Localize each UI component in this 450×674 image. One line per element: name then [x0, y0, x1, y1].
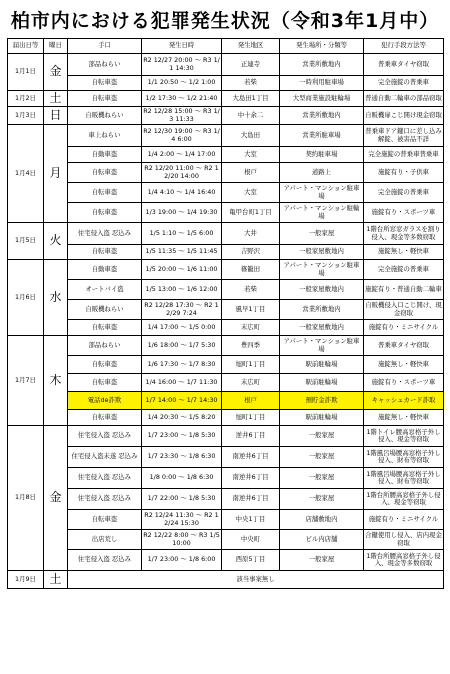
datetime-cell: 1/2 17:30 ～ 1/2 21:40	[142, 91, 222, 107]
table-row	[8, 107, 444, 125]
weekday-cell: 土	[44, 91, 68, 107]
means-cell: 施錠無し・軽快車	[364, 410, 444, 426]
method-cell: 自転車盗	[68, 163, 142, 183]
area-cell: 逆井6丁目	[222, 426, 280, 447]
place-cell: 一時利用駐車場	[280, 76, 364, 91]
place-cell: 駅前駐輪場	[280, 356, 364, 374]
method-cell: 自販機ねらい	[68, 300, 142, 320]
no-incident-cell: 該当事案無し	[68, 571, 444, 589]
place-cell: 預貯金詐欺	[280, 392, 364, 410]
datetime-cell: 1/6 17:30 ～ 1/7 8:30	[142, 356, 222, 374]
place-cell: 営業所敷地内	[280, 107, 364, 125]
datetime-cell: 1/6 18:00 ～ 1/7 5:30	[142, 336, 222, 356]
datetime-cell: 1/5 13:00 ～ 1/6 12:00	[142, 280, 222, 300]
area-cell: 大井	[222, 223, 280, 245]
place-cell: 営業所駐車場	[280, 125, 364, 147]
table-row	[8, 91, 444, 107]
datetime-cell: 1/7 14:00 ～ 1/7 14:30	[142, 392, 222, 410]
weekday-cell: 金	[44, 54, 68, 91]
means-cell: 施錠無し・軽快車	[364, 356, 444, 374]
table-row	[8, 356, 444, 374]
method-cell: 住宅侵入盗 忍込み	[68, 223, 142, 245]
table-row	[8, 147, 444, 163]
weekday-cell: 金	[44, 426, 68, 571]
header-row	[8, 39, 444, 54]
place-cell: 営業所敷地内	[280, 54, 364, 76]
method-cell: 住宅侵入盗 忍込み	[68, 426, 142, 447]
method-cell: 自転車盗	[68, 356, 142, 374]
header-area: 発生地区	[222, 39, 280, 54]
method-cell: 自販機ねらい	[68, 107, 142, 125]
page-title: 柏市内における犯罪発生状況（令和3年1月中）	[10, 9, 440, 32]
means-cell: 完全施錠の普乗車	[364, 183, 444, 203]
means-cell: 合鍵使用し侵入、店内現金窃取	[364, 530, 444, 550]
method-cell: 自動車盗	[68, 260, 142, 280]
method-cell: 住宅侵入盗 忍込み	[68, 468, 142, 489]
area-cell: 根戸	[222, 392, 280, 410]
area-cell: 大島田1丁目	[222, 91, 280, 107]
area-cell: 南逆井6丁目	[222, 447, 280, 468]
area-cell: 大室	[222, 183, 280, 203]
table-row	[8, 410, 444, 426]
method-cell: 電話de詐欺	[68, 392, 142, 410]
area-cell: 中十余二	[222, 107, 280, 125]
means-cell: 施錠有り・ミニサイクル	[364, 320, 444, 336]
area-cell: 根戸	[222, 163, 280, 183]
area-cell: 南逆井6丁目	[222, 468, 280, 489]
datetime-cell: 1/7 23:00 ～ 1/8 6:00	[142, 550, 222, 571]
area-cell: 中央1丁目	[222, 510, 280, 530]
datetime-cell: 1/7 23:30 ～ 1/8 6:30	[142, 447, 222, 468]
place-cell: 一般家屋	[280, 468, 364, 489]
place-cell: 店舗敷地内	[280, 510, 364, 530]
table-row	[8, 76, 444, 91]
table-row	[8, 163, 444, 183]
table-row	[8, 245, 444, 260]
method-cell: 車上ねらい	[68, 125, 142, 147]
area-cell: 大島田	[222, 125, 280, 147]
datetime-cell: 1/8 0:00 ～ 1/8 6:30	[142, 468, 222, 489]
table-row	[8, 510, 444, 530]
method-cell: 住宅侵入盗未遂 忍込み	[68, 447, 142, 468]
area-cell: 西原5丁目	[222, 550, 280, 571]
means-cell: 1階トイレ腰高窓格子外し侵入、現金等窃取	[364, 426, 444, 447]
area-cell: 末広町	[222, 374, 280, 392]
table-row	[8, 550, 444, 571]
table-row	[8, 374, 444, 392]
table-row	[8, 280, 444, 300]
header-place: 発生場所・分類等	[280, 39, 364, 54]
area-cell: 風早1丁目	[222, 300, 280, 320]
datetime-cell: 1/5 11:35 ～ 1/5 11:45	[142, 245, 222, 260]
means-cell: 施錠有り・スポーツ車	[364, 374, 444, 392]
method-cell: 自転車盗	[68, 410, 142, 426]
area-cell: 大室	[222, 147, 280, 163]
place-cell: 道路上	[280, 163, 364, 183]
table-body	[8, 54, 444, 589]
area-cell: 末広町	[222, 320, 280, 336]
means-cell: 施錠無し・軽快車	[364, 245, 444, 260]
weekday-cell: 日	[44, 107, 68, 125]
table-row	[8, 260, 444, 280]
place-cell: 一般家屋	[280, 550, 364, 571]
date-cell: 1月7日	[8, 336, 44, 426]
place-cell: アパート・マンション駐輪場	[280, 203, 364, 223]
table-row	[8, 54, 444, 76]
datetime-cell: 1/4 2:00 ～ 1/4 17:00	[142, 147, 222, 163]
header-means: 犯行手段方法等	[364, 39, 444, 54]
means-cell: 普乗車タイヤ窃取	[364, 336, 444, 356]
place-cell: 大型商業施設駐輪場	[280, 91, 364, 107]
table-row	[8, 392, 444, 410]
datetime-cell: R2 12/20 11:00 ～ R2 12/20 14:00	[142, 163, 222, 183]
means-cell: 施錠有り・スポーツ車	[364, 203, 444, 223]
area-cell: 正連寺	[222, 54, 280, 76]
means-cell: 完全施錠の普乗車普乗車	[364, 147, 444, 163]
place-cell: アパート・マンション駐車場	[280, 183, 364, 203]
place-cell: 一般家屋	[280, 489, 364, 510]
weekday-cell: 月	[44, 125, 68, 223]
weekday-cell: 水	[44, 260, 68, 336]
means-cell: 自販機扉こじ開け現金窃取	[364, 107, 444, 125]
means-cell: 1階風呂場腰高窓格子外し侵入、財布等窃取	[364, 468, 444, 489]
header-method: 手口	[68, 39, 142, 54]
date-cell: 1月1日	[8, 54, 44, 91]
header-weekday: 曜日	[44, 39, 68, 54]
place-cell: 一般家屋	[280, 426, 364, 447]
datetime-cell: R2 12/24 11:30 ～ R2 12/24 15:30	[142, 510, 222, 530]
table-row	[8, 300, 444, 320]
means-cell: 施錠有り・子供車	[364, 163, 444, 183]
method-cell: 自転車盗	[68, 203, 142, 223]
place-cell: 一般家屋	[280, 223, 364, 245]
place-cell: 駅前駐輪場	[280, 374, 364, 392]
table-row	[8, 468, 444, 489]
date-cell: 1月2日	[8, 91, 44, 107]
date-cell: 1月6日	[8, 260, 44, 336]
means-cell: 施錠有り・ミニサイクル	[364, 510, 444, 530]
date-cell: 1月9日	[8, 571, 44, 589]
place-cell: ビル内店舗	[280, 530, 364, 550]
place-cell: 一般家屋敷地内	[280, 280, 364, 300]
datetime-cell: 1/4 4:10 ～ 1/4 16:40	[142, 183, 222, 203]
datetime-cell: 1/7 23:00 ～ 1/8 5:30	[142, 426, 222, 447]
method-cell: 自転車盗	[68, 245, 142, 260]
place-cell: 契約駐車場	[280, 147, 364, 163]
method-cell: 出店荒し	[68, 530, 142, 550]
weekday-cell: 木	[44, 336, 68, 426]
area-cell: 若柴	[222, 280, 280, 300]
method-cell: 部品ねらい	[68, 336, 142, 356]
means-cell: 自販機侵入口こじ開け、現金窃取	[364, 300, 444, 320]
header-datetime: 発生日時	[142, 39, 222, 54]
area-cell: 吉野沢	[222, 245, 280, 260]
datetime-cell: R2 12/28 17:30 ～ R2 12/29 7:24	[142, 300, 222, 320]
means-cell: 完全施錠の普乗車	[364, 76, 444, 91]
means-cell: キャッシュカード詐取	[364, 392, 444, 410]
table-row	[8, 426, 444, 447]
table-row	[8, 489, 444, 510]
datetime-cell: R2 12/28 15:00 ～ R3 1/3 11:33	[143, 107, 220, 123]
means-cell: 1階台所窓窓ガラスを割り侵入、現金等多数窃取	[364, 223, 444, 245]
place-cell: 一般家屋	[280, 447, 364, 468]
area-cell: 亀甲台町1丁目	[222, 203, 280, 223]
method-cell: 自転車盗	[68, 76, 142, 91]
datetime-cell: 1/7 22:00 ～ 1/8 5:30	[142, 489, 222, 510]
weekday-cell: 火	[44, 223, 68, 260]
datetime-cell: R2 12/22 8:00 ～ R3 1/5 10:00	[142, 530, 222, 550]
area-cell: 中央町	[222, 530, 280, 550]
method-cell: 自転車盗	[68, 374, 142, 392]
method-cell: 住宅侵入盗 忍込み	[68, 550, 142, 571]
table-row	[8, 320, 444, 336]
place-cell: 一般家屋敷地内	[280, 320, 364, 336]
means-cell: 施錠有り・普通自動二輪車	[364, 280, 444, 300]
area-cell: 南逆井6丁目	[222, 489, 280, 510]
method-cell: 住宅侵入盗 忍込み	[68, 489, 142, 510]
method-cell: オートバイ盗	[68, 280, 142, 300]
means-cell: 1階風呂場腰高窓格子外し侵入、財布等窃取	[364, 447, 444, 468]
method-cell: 自動車盗	[68, 147, 142, 163]
table-row	[8, 125, 444, 147]
date-cell: 1月4日	[8, 125, 44, 223]
area-cell: 旭町1丁目	[222, 410, 280, 426]
place-cell: 駅前駐輪場	[280, 410, 364, 426]
crime-table	[7, 38, 444, 589]
method-cell: 自転車盗	[68, 320, 142, 336]
datetime-cell: R2 12/30 19:00 ～ R3 1/4 6:00	[142, 125, 222, 147]
weekday-cell: 土	[44, 571, 68, 589]
area-cell: 旭町1丁目	[222, 356, 280, 374]
datetime-cell: R2 12/27 20:00 ～ R3 1/1 14:30	[142, 54, 222, 76]
table-row	[8, 336, 444, 356]
date-cell: 1月3日	[8, 107, 44, 125]
place-cell: アパート・マンション駐車場	[280, 336, 364, 356]
method-cell: 部品ねらい	[68, 54, 142, 76]
datetime-cell: 1/4 17:00 ～ 1/5 0:00	[142, 320, 222, 336]
area-cell: 若柴	[222, 76, 280, 91]
means-cell: 完全施錠の普乗車	[364, 260, 444, 280]
means-cell: 1階台所腰高窓格子外し侵入、現金等多数窃取	[364, 550, 444, 571]
method-cell: 自転車盗	[68, 183, 142, 203]
datetime-cell: 1/1 20:50 ～ 1/2 1:00	[142, 76, 222, 91]
area-cell: 篠籠田	[222, 260, 280, 280]
date-cell: 1月8日	[8, 426, 44, 571]
place-cell: アパート・マンション駐車場	[280, 260, 364, 280]
table-row	[8, 203, 444, 223]
table-row	[8, 223, 444, 245]
datetime-cell: 1/5 1:10 ～ 1/5 6:00	[142, 223, 222, 245]
table-row	[8, 183, 444, 203]
datetime-cell: 1/3 19:00 ～ 1/4 19:30	[142, 203, 222, 223]
means-cell: 普乗車ドア鍵口に差し込み解錠、被害品不詳	[364, 125, 444, 147]
datetime-cell: 1/5 20:00 ～ 1/6 11:00	[142, 260, 222, 280]
datetime-cell: 1/4 20:30 ～ 1/5 8:20	[142, 410, 222, 426]
header-date: 届出日等	[8, 39, 44, 54]
area-cell: 豊四季	[222, 336, 280, 356]
table-row	[8, 447, 444, 468]
method-cell: 自転車盗	[68, 510, 142, 530]
place-cell: 営業所敷地内	[280, 300, 364, 320]
datetime-cell: 1/4 16:00 ～ 1/7 11:30	[142, 374, 222, 392]
means-cell: 普乗車タイヤ窃取	[364, 54, 444, 76]
place-cell: 一般家屋敷地内	[280, 245, 364, 260]
table-row	[8, 571, 444, 589]
method-cell: 自転車盗	[68, 91, 142, 107]
means-cell: 1階台所腰高窓格子外し侵入、現金等窃取	[364, 489, 444, 510]
table-row	[8, 530, 444, 550]
date-cell: 1月5日	[8, 223, 44, 260]
means-cell: 普通自動二輪車の部品窃取	[364, 91, 444, 107]
